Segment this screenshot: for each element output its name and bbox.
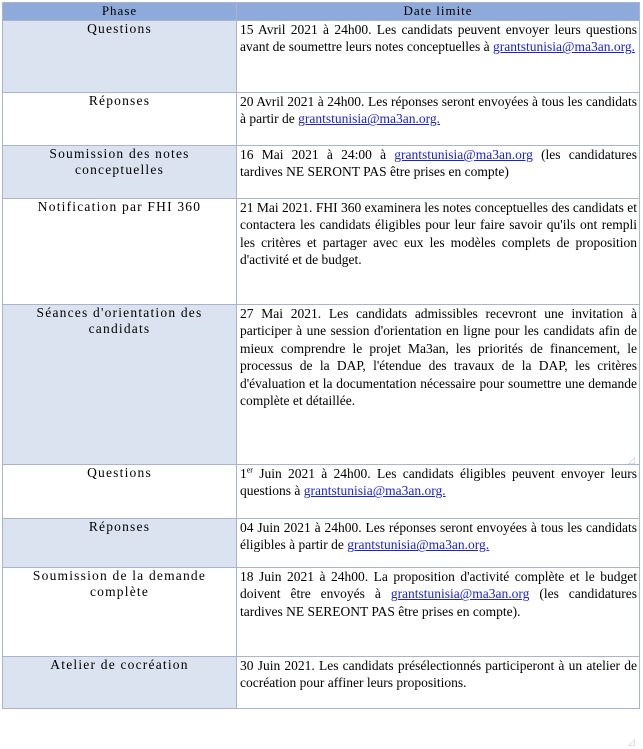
date-cell — [237, 657, 640, 709]
header-row — [3, 3, 640, 21]
date-cell — [237, 93, 640, 146]
phase-cell: Notification par FHI 360 — [3, 199, 237, 305]
phase-cell: Séances d'orientation des candidats — [3, 305, 237, 465]
date-cell — [237, 21, 640, 93]
table-row — [3, 21, 640, 93]
row-text: 04 Juin 2021 à 24h00. Les réponses seront envoyées à tous les candidats éligibles à partir de — [240, 520, 637, 553]
date-cell — [237, 519, 640, 568]
table-row — [3, 568, 640, 657]
date-cell — [237, 465, 640, 519]
email-link[interactable]: grantstunisia@ma3an.org. — [493, 39, 635, 55]
date-cell — [237, 199, 640, 305]
phase-cell: Réponses — [3, 93, 237, 146]
row-note: (les candidatures tardives NE SEREONT PAS être prises en compte). — [240, 586, 638, 619]
row-text: 30 Juin 2021. Les candidats présélectionnés participeront à un atelier de cocréation pour affiner leurs propositions. — [240, 658, 637, 691]
date-cell — [237, 568, 640, 657]
header-phase: Phase — [3, 3, 237, 21]
row-text: 27 Mai 2021. Les candidats admissibles recevront une invitation à participer à une session d'orientation en ligne pour les candidats afin de mieux comprendre le projet Ma3an, les priorités de financement, le processus de la DAP, l'étendue des travaux de la DAP, les critères d'évaluation et la documentation nécessaire pour soumettre une demande complète et détaillée. — [240, 306, 637, 409]
table-row — [3, 93, 640, 146]
table-row — [3, 199, 640, 305]
row-day: 1 — [240, 466, 247, 481]
row-note: (les candidatures tardives NE SERONT PAS être prises en compte) — [240, 147, 637, 180]
phase-cell: Questions — [3, 21, 237, 93]
row-text: 16 Mai 2021 à 24:00 à — [240, 147, 387, 162]
table-row — [3, 657, 640, 709]
schedule-table — [2, 2, 640, 709]
phase-cell: Soumission des notes conceptuelles — [3, 146, 237, 199]
table-row — [3, 146, 640, 199]
email-link[interactable]: grantstunisia@ma3an.org. — [347, 537, 490, 553]
table-row — [3, 465, 640, 519]
header-date: Date limite — [237, 3, 640, 21]
ordinal-suffix: er — [246, 465, 253, 475]
row-text: 18 Juin 2021 à 24h00. La proposition d'activité complète et le budget doivent être envoyés à — [240, 569, 637, 602]
row-text: 15 Avril 2021 à 24h00. Les candidats peuvent envoyer leurs questions avant de soumettre leurs notes conceptuelles à — [240, 22, 637, 55]
date-cell — [237, 146, 640, 199]
email-link[interactable]: grantstunisia@ma3an.org — [394, 147, 533, 162]
phase-cell: Réponses — [3, 519, 237, 568]
phase-cell: Soumission de la demande complète — [3, 568, 237, 657]
phase-cell: Atelier de cocréation — [3, 657, 237, 709]
row-text: Juin 2021 à 24h00. Les candidats éligibles peuvent envoyer leurs questions à — [240, 466, 637, 499]
email-link[interactable]: grantstunisia@ma3an.org. — [298, 111, 441, 127]
row-text: 20 Avril 2021 à 24h00. Les réponses seront envoyées à tous les candidats à partir de — [240, 94, 637, 127]
date-cell — [237, 305, 640, 465]
email-link[interactable]: grantstunisia@ma3an.org. — [303, 483, 446, 499]
phase-cell: Questions — [3, 465, 237, 519]
row-text: 21 Mai 2021. FHI 360 examinera les notes conceptuelles des candidats et contactera les candidats éligibles pour leur faire savoir qu'ils ont rempli les critères et partager avec eux les modèles complets de proposition d'activité et de budget. — [240, 200, 637, 268]
table-row — [3, 305, 640, 465]
corner-mark: ◿ — [628, 455, 635, 465]
corner-mark: ◿ — [628, 737, 635, 747]
email-link[interactable]: grantstunisia@ma3an.org — [390, 586, 530, 602]
table-row — [3, 519, 640, 568]
